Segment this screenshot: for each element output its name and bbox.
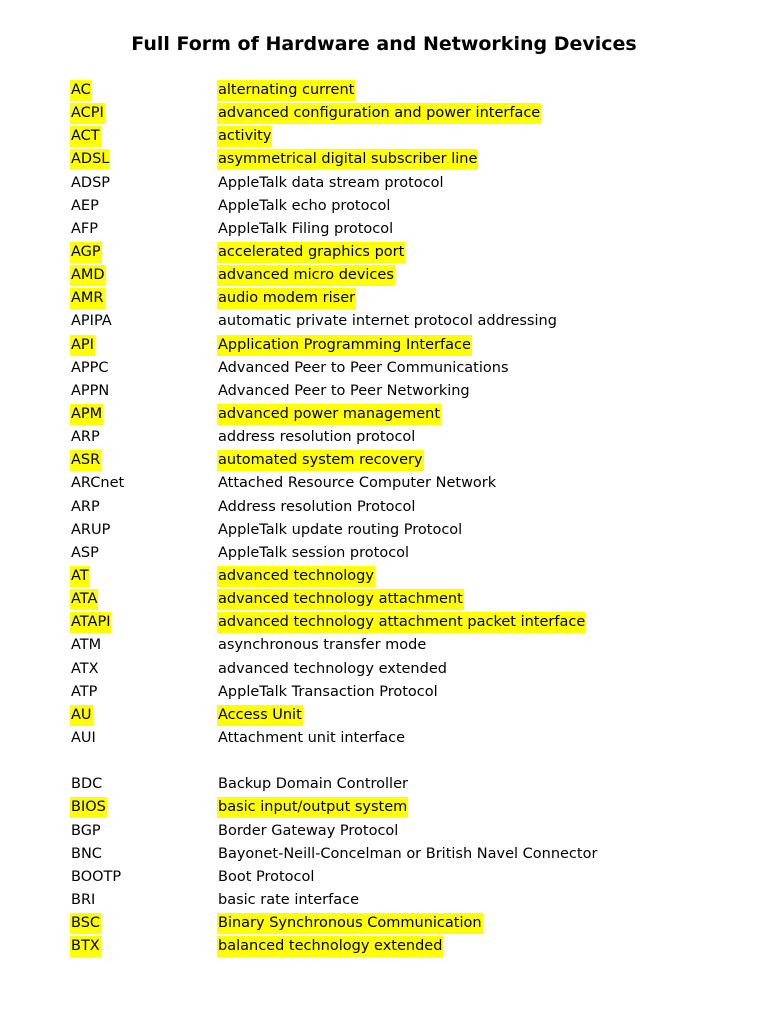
abbreviation: ATAPI (70, 612, 111, 633)
full-form: Bayonet-Neill-Concelman or British Navel Connector (218, 845, 598, 862)
abbreviation: BRI (71, 891, 96, 908)
abbreviation: ATX (71, 660, 99, 677)
full-form: asymmetrical digital subscriber line (217, 149, 478, 170)
glossary-row (0, 889, 768, 912)
glossary-row (0, 426, 768, 449)
abbreviation: AU (70, 705, 93, 726)
glossary-row (0, 773, 768, 796)
abbreviation: AFP (71, 220, 99, 237)
full-form: Application Programming Interface (217, 335, 472, 356)
glossary-row (0, 866, 768, 889)
glossary-row (0, 102, 768, 125)
full-form: Access Unit (217, 705, 303, 726)
glossary-row (0, 843, 768, 866)
glossary-row (0, 172, 768, 195)
abbreviation: ACPI (70, 103, 105, 124)
abbreviation: BSC (70, 913, 101, 934)
abbreviation: BNC (71, 845, 102, 862)
glossary-row (0, 658, 768, 681)
abbreviation: ATM (71, 637, 102, 654)
glossary-list (0, 79, 768, 958)
abbreviation: ARP (71, 498, 100, 515)
glossary-row (0, 634, 768, 657)
glossary-row (0, 565, 768, 588)
abbreviation: AGP (70, 242, 102, 263)
abbreviation: AEP (71, 197, 99, 214)
glossary-row (0, 148, 768, 171)
glossary-row (0, 125, 768, 148)
full-form: Address resolution Protocol (218, 498, 416, 515)
glossary-row (0, 79, 768, 102)
full-form: activity (217, 126, 272, 147)
full-form: AppleTalk session protocol (218, 544, 410, 561)
abbreviation: AUI (71, 729, 96, 746)
glossary-row (0, 472, 768, 495)
abbreviation: BIOS (70, 797, 107, 818)
full-form: balanced technology extended (217, 936, 443, 957)
abbreviation: ADSL (70, 149, 110, 170)
full-form: advanced technology attachment (217, 589, 464, 610)
abbreviation: ACT (70, 126, 101, 147)
full-form: Attached Resource Computer Network (218, 475, 497, 492)
full-form: accelerated graphics port (217, 242, 405, 263)
full-form: AppleTalk echo protocol (218, 197, 391, 214)
abbreviation: ARP (71, 429, 100, 446)
full-form: Advanced Peer to Peer Networking (218, 382, 470, 399)
glossary-row (0, 519, 768, 542)
glossary-row (0, 704, 768, 727)
glossary-row (0, 750, 768, 773)
full-form: Border Gateway Protocol (218, 822, 399, 839)
glossary-row (0, 357, 768, 380)
full-form: Boot Protocol (218, 868, 315, 885)
glossary-row (0, 496, 768, 519)
abbreviation: API (70, 335, 95, 356)
full-form: advanced power management (217, 404, 441, 425)
glossary-row (0, 588, 768, 611)
abbreviation: APIPA (71, 313, 112, 330)
full-form: Advanced Peer to Peer Communications (218, 359, 509, 376)
glossary-row (0, 218, 768, 241)
abbreviation: BOOTP (71, 868, 122, 885)
abbreviation: AMR (70, 288, 105, 309)
full-form: advanced micro devices (217, 265, 395, 286)
abbreviation: BGP (71, 822, 101, 839)
full-form: Attachment unit interface (218, 729, 405, 746)
full-form: audio modem riser (217, 288, 356, 309)
glossary-row (0, 820, 768, 843)
full-form: Backup Domain Controller (218, 776, 408, 793)
full-form: Binary Synchronous Communication (217, 913, 483, 934)
abbreviation: AT (70, 566, 90, 587)
glossary-row (0, 681, 768, 704)
full-form: address resolution protocol (218, 429, 416, 446)
abbreviation: BDC (71, 776, 103, 793)
abbreviation: AC (70, 80, 92, 101)
glossary-row (0, 935, 768, 958)
glossary-row (0, 912, 768, 935)
glossary-row (0, 195, 768, 218)
abbreviation: ASR (70, 450, 101, 471)
abbreviation: BTX (70, 936, 101, 957)
full-form: advanced technology attachment packet interface (217, 612, 586, 633)
abbreviation: ADSP (71, 174, 111, 191)
full-form: basic input/output system (217, 797, 408, 818)
full-form: advanced technology (217, 566, 375, 587)
glossary-row (0, 449, 768, 472)
full-form: alternating current (217, 80, 355, 101)
full-form: advanced configuration and power interface (217, 103, 541, 124)
abbreviation: APM (70, 404, 103, 425)
abbreviation: APPC (71, 359, 109, 376)
glossary-row (0, 241, 768, 264)
glossary-row (0, 796, 768, 819)
glossary-row (0, 403, 768, 426)
abbreviation: AMD (70, 265, 106, 286)
glossary-row (0, 264, 768, 287)
glossary-row (0, 287, 768, 310)
page-title: Full Form of Hardware and Networking Devices (131, 33, 637, 55)
glossary-row (0, 542, 768, 565)
full-form: basic rate interface (218, 891, 359, 908)
full-form: AppleTalk data stream protocol (218, 174, 444, 191)
full-form: AppleTalk update routing Protocol (218, 521, 463, 538)
glossary-row (0, 334, 768, 357)
glossary-row (0, 727, 768, 750)
glossary-row (0, 611, 768, 634)
abbreviation: ARUP (71, 521, 111, 538)
full-form: AppleTalk Filing protocol (218, 220, 394, 237)
full-form: automated system recovery (217, 450, 424, 471)
abbreviation: ATA (70, 589, 98, 610)
abbreviation: ASP (71, 544, 99, 561)
abbreviation: ARCnet (71, 475, 125, 492)
full-form: advanced technology extended (218, 660, 447, 677)
abbreviation: ATP (71, 683, 98, 700)
full-form: asynchronous transfer mode (218, 637, 427, 654)
full-form: AppleTalk Transaction Protocol (218, 683, 438, 700)
glossary-row (0, 310, 768, 333)
full-form: automatic private internet protocol addressing (218, 313, 557, 330)
abbreviation: APPN (71, 382, 110, 399)
glossary-row (0, 380, 768, 403)
